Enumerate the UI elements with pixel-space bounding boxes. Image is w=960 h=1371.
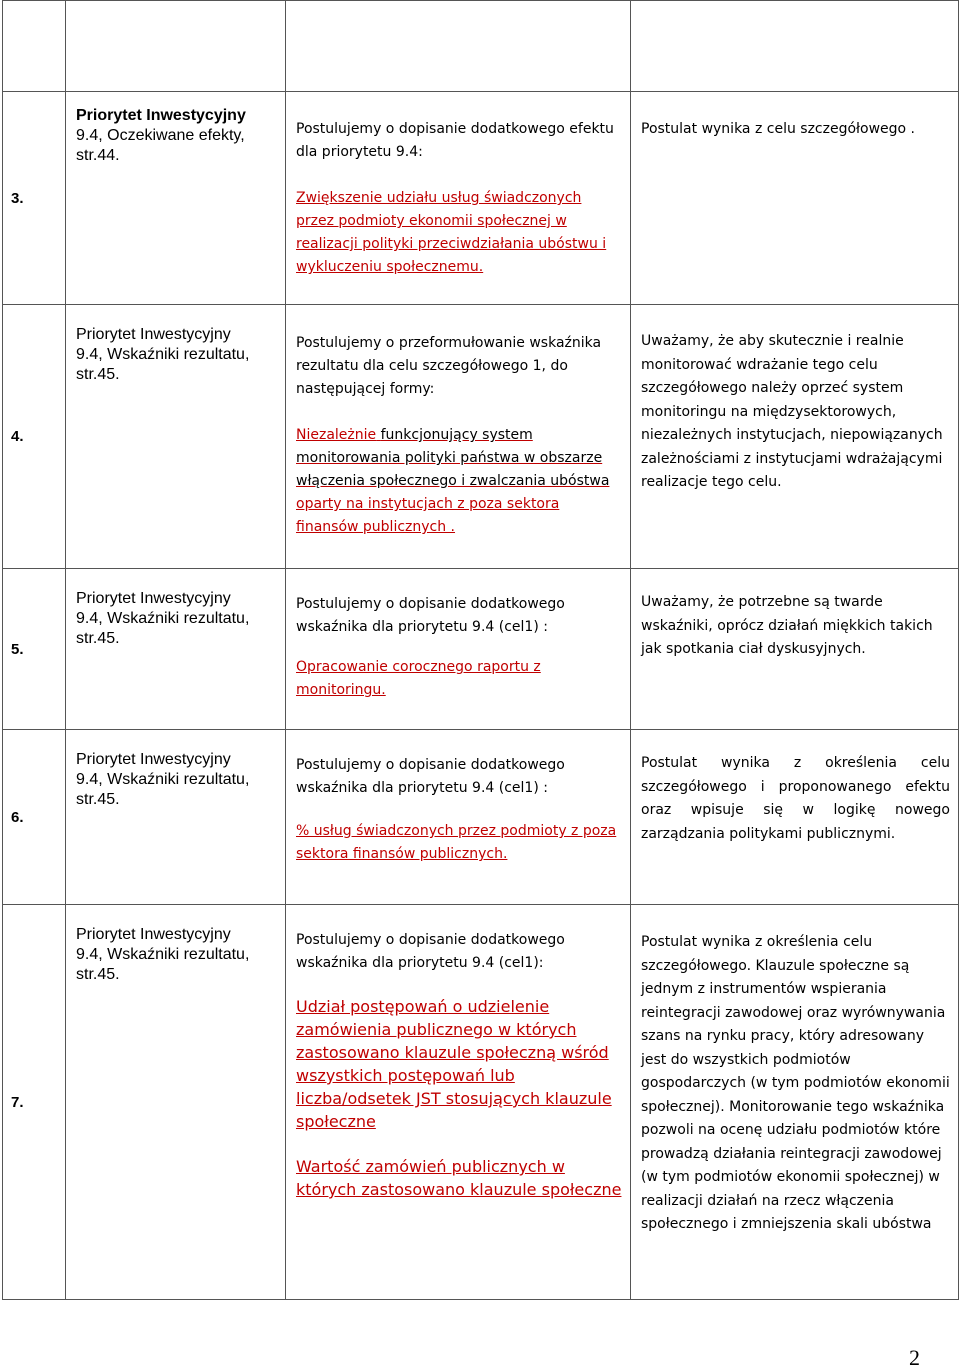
row-reference: [66, 569, 286, 730]
proposal-text: Zwiększenie udziału usług świadczonych przez podmioty ekonomii społecznej w realizacji polityki przeciwdziałania ubóstwu i wykluczeniu społecznemu.: [296, 190, 607, 275]
table-row: [3, 92, 959, 305]
reference-detail: 9.4, Wskaźniki rezultatu, str.45.: [76, 946, 250, 983]
row-number: 5.: [3, 569, 66, 730]
proposal-text: Opracowanie corocznego raportu z monitoringu.: [296, 659, 541, 698]
reference-detail: 9.4, Wskaźniki rezultatu, str.45.: [76, 610, 250, 647]
proposal-inserted-text: oparty na instytucjach z poza sektora finansów publicznych .: [296, 496, 560, 535]
proposal-intro: Postulujemy o dopisanie dodatkowego efektu dla priorytetu 9.4:: [296, 121, 614, 160]
row-proposal: [286, 1, 631, 92]
row-proposal: [286, 569, 631, 730]
reference-title: Priorytet Inwestycyjny: [76, 926, 231, 943]
proposal-inserted-word: Niezależnie: [296, 427, 377, 443]
table-row: [3, 1, 959, 92]
proposal-text: % usług świadczonych przez podmioty z poza sektora finansów publicznych.: [296, 823, 617, 862]
row-number: 4.: [3, 305, 66, 569]
proposal-intro: Postulujemy o dopisanie dodatkowego wskaźnika dla priorytetu 9.4 (cel1) :: [296, 596, 565, 635]
proposal-text: [296, 424, 622, 493]
row-reference: [66, 92, 286, 305]
row-proposal: [286, 92, 631, 305]
row-proposal: [286, 730, 631, 905]
row-justification: Postulat wynika z określenia celu szczegółowego i proponowanego efektu oraz wpisuje się w logikę nowego zarządzania politykami publicznymi.: [631, 730, 959, 905]
proposal-intro: Postulujemy o przeformułowanie wskaźnika rezultatu dla celu szczegółowego 1, do następującej formy:: [296, 335, 602, 397]
comments-table: [2, 0, 959, 1300]
row-reference: [66, 905, 286, 1300]
reference-detail: 9.4, Wskaźniki rezultatu, str.45.: [76, 346, 250, 383]
row-reference: [66, 1, 286, 92]
row-justification: Uważamy, że aby skutecznie i realnie monitorować wdrażanie tego celu szczegółowego należy oprzeć system monitoringu na międzysektorowych, niezależnych instytucjach, niepowiązanych zależnościami z instytucjami wdrażającymi realizacje tego celu.: [631, 305, 959, 569]
reference-detail: 9.4, Oczekiwane efekty, str.44.: [76, 127, 245, 164]
proposal-original-text: funkcjonujący system monitorowania polityki państwa w obszarze włączenia społecznego i zwalczania ubóstwa: [296, 427, 610, 489]
row-number: [3, 1, 66, 92]
row-reference: [66, 730, 286, 905]
proposal-text: Udział postępowań o udzielenie zamówienia publicznego w których zastosowano klauzule społeczną wśród wszystkich postępowań lub liczba/odsetek JST stosujących klauzule społeczne: [296, 997, 612, 1131]
row-number: 7.: [3, 905, 66, 1300]
reference-title: Priorytet Inwestycyjny: [76, 107, 246, 124]
row-number: 3.: [3, 92, 66, 305]
table-row: [3, 905, 959, 1300]
row-justification: [631, 1, 959, 92]
row-reference: [66, 305, 286, 569]
row-number: 6.: [3, 730, 66, 905]
page-number: 2: [909, 1345, 920, 1370]
reference-title: Priorytet Inwestycyjny: [76, 590, 231, 607]
proposal-intro: Postulujemy o dopisanie dodatkowego wskaźnika dla priorytetu 9.4 (cel1):: [296, 932, 565, 971]
table-row: [3, 305, 959, 569]
proposal-text-2: Wartość zamówień publicznych w których zastosowano klauzule społeczne: [296, 1157, 622, 1199]
row-proposal: [286, 905, 631, 1300]
reference-title: Priorytet Inwestycyjny: [76, 326, 231, 343]
table-row: [3, 730, 959, 905]
proposal-intro: Postulujemy o dopisanie dodatkowego wskaźnika dla priorytetu 9.4 (cel1) :: [296, 757, 565, 796]
table-row: [3, 569, 959, 730]
row-justification: Postulat wynika z celu szczegółowego .: [631, 92, 959, 305]
row-justification: Uważamy, że potrzebne są twarde wskaźniki, oprócz działań miękkich takich jak spotkania ciał dyskusyjnych.: [631, 569, 959, 730]
reference-title: Priorytet Inwestycyjny: [76, 751, 231, 768]
reference-detail: 9.4, Wskaźniki rezultatu, str.45.: [76, 771, 250, 808]
row-justification: Postulat wynika z określenia celu szczegółowego. Klauzule społeczne są jednym z instrumentów wspierania reintegracji zawodowej oraz wyrównywania szans na rynku pracy, który adresowany jest do wszystkich podmiotów gospodarczych (w tym podmiotów ekonomii społecznej). Monitorowanie tego wskaźnika pozwoli na ocenę udziału podmiotów które prowadzą działania reintegracji zawodowej (w tym podmiotów ekonomii społecznej) w realizacji działań na rzecz włączenia społecznego i zmniejszenia skali ubóstwa: [631, 905, 959, 1300]
row-proposal: [286, 305, 631, 569]
